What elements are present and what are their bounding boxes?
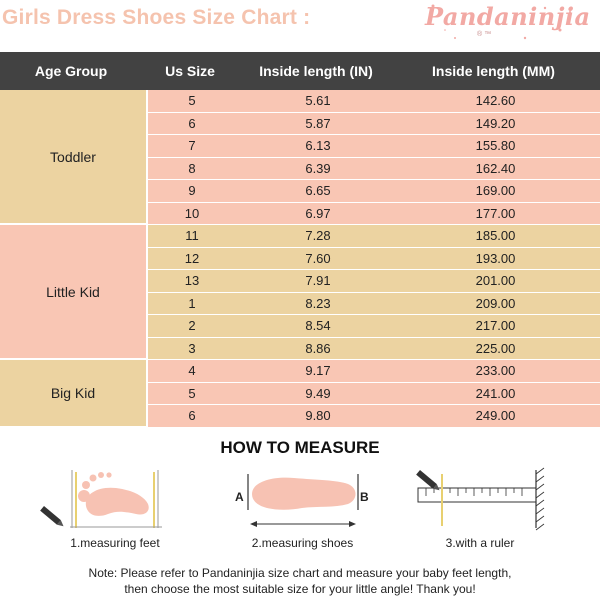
inside-in-cell: 9.49 [305,385,331,401]
inside-in-cell: 9.80 [305,408,331,423]
table-row [146,270,600,293]
ruler-icon [418,488,536,502]
us-size-cell: 1 [188,295,196,311]
inside-in-cell: 6.39 [305,160,331,176]
inside-mm-cell: 155.80 [475,138,516,153]
ruler-figure [412,466,552,532]
foot-icon [78,472,149,516]
inside-mm-cell: 193.00 [475,250,516,266]
table-header [0,52,600,90]
header-inside-mm: Inside length (MM) [432,63,555,79]
inside-mm-cell: 169.00 [475,183,516,198]
inside-in-cell: 6.65 [305,183,331,198]
us-size-cell: 2 [188,318,196,333]
inside-mm-cell: 225.00 [475,340,516,356]
step-1-caption: 1.measuring feet [70,536,160,550]
brand-logo [425,0,591,44]
us-size-cell: 3 [188,340,196,356]
table-row [146,135,600,158]
table-row [146,203,600,226]
table-row [146,383,600,406]
wall-icon [536,468,544,530]
inside-in-cell: 6.13 [305,138,331,153]
table-row [146,248,600,271]
age-group-cell: Toddler [0,90,146,225]
age-group-cell: Little Kid [0,225,146,360]
us-size-cell: 7 [188,138,196,153]
label-a: A [235,490,244,504]
note-line-1: Note: Please refer to Pandaninjia size chart and measure your baby feet length, [88,566,512,580]
inside-mm-cell: 241.00 [475,385,516,401]
table-row [146,360,600,383]
inside-in-cell: 9.17 [305,363,331,378]
inside-in-cell: 5.61 [305,93,331,108]
age-group-cell: Big Kid [0,360,146,428]
us-size-cell: 6 [188,115,196,131]
logo-trademark: ® ™ [477,31,492,38]
inside-mm-cell: 249.00 [475,408,516,423]
inside-mm-cell: 142.60 [475,93,516,108]
inside-in-cell: 8.23 [305,295,331,311]
us-size-cell: 8 [188,160,196,176]
us-size-cell: 12 [184,250,200,266]
pencil-icon [40,506,65,529]
measuring-shoes-figure [232,470,372,532]
table-row [146,180,600,203]
inside-in-cell: 6.97 [305,205,331,221]
inside-mm-cell: 162.40 [475,160,516,176]
inside-in-cell: 8.86 [305,340,331,356]
inside-in-cell: 5.87 [305,115,331,131]
header-inside-in: Inside length (IN) [259,63,373,79]
step-2-caption: 2.measuring shoes [251,536,354,550]
inside-mm-cell: 185.00 [475,228,516,243]
chart-title: Girls Dress Shoes Size Chart : [2,6,311,29]
inside-in-cell: 7.28 [305,228,331,243]
inside-mm-cell: 209.00 [475,295,516,311]
inside-in-cell: 8.54 [305,318,331,333]
logo-text: Pandaninjia [425,2,591,31]
inside-mm-cell: 201.00 [475,273,516,288]
table-row [146,315,600,338]
inside-mm-cell: 217.00 [475,318,516,333]
table-row [146,405,600,428]
note-text [0,565,600,597]
label-b: B [360,490,369,504]
inside-mm-cell: 233.00 [475,363,516,378]
inside-mm-cell: 149.20 [475,115,516,131]
us-size-cell: 6 [188,408,196,423]
inside-in-cell: 7.91 [305,273,331,288]
us-size-cell: 11 [185,228,199,243]
shoe-sole-icon [252,478,356,510]
table-row [146,338,600,361]
us-size-cell: 13 [184,273,200,288]
header-age-group: Age Group [34,63,108,79]
table-row [146,113,600,136]
table-row [146,293,600,316]
us-size-cell: 5 [188,93,196,108]
note-line-2: then choose the most suitable size for your little angle! Thank you! [124,582,476,596]
us-size-cell: 4 [188,363,196,378]
table-row [146,90,600,113]
header-us-size: Us Size [165,63,215,79]
inside-in-cell: 7.60 [305,250,331,266]
us-size-cell: 10 [184,205,200,221]
table-row [146,225,600,248]
us-size-cell: 9 [188,183,196,198]
table-row [146,158,600,181]
step-3-caption: 3.with a ruler [445,536,515,550]
how-to-measure-title: HOW TO MEASURE [220,438,380,457]
measuring-feet-figure [40,466,170,530]
inside-mm-cell: 177.00 [475,205,516,221]
us-size-cell: 5 [188,385,196,401]
